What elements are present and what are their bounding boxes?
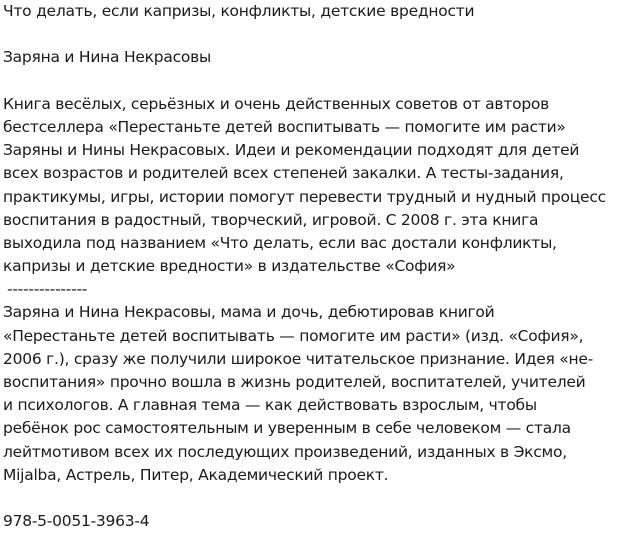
about-authors-line: Заряна и Нина Некрасовы, мама и дочь, дебютировав книгой: [3, 303, 495, 322]
book-description-document: [3, 0, 628, 533]
description-line: Заряны и Нины Некрасовых. Идеи и рекомендации подходят для детей: [3, 141, 580, 160]
spacer: [3, 23, 628, 46]
description-line: всех возрастов и родителей всех степеней закалки. А тесты-задания,: [3, 164, 564, 183]
description-line: воспитания в радостный, творческий, игровой. С 2008 г. эта книга: [3, 210, 539, 229]
about-authors-line: Mijalba, Астрель, Питер, Академический проект.: [3, 465, 389, 484]
about-authors-line: и психологов. А главная тема — как действовать взрослым, чтобы: [3, 396, 537, 415]
spacer: [3, 487, 628, 510]
spacer: [3, 70, 628, 93]
about-authors-line: лейтмотивом всех их последующих произведений, изданных в Эксмо,: [3, 442, 567, 461]
about-authors-line: воспитания» прочно вошла в жизнь родителей, воспитателей, учителей: [3, 373, 586, 391]
about-authors-line: «Перестаньте детей воспитывать — помогите им расти» (изд. «София»,: [3, 326, 584, 345]
description-line: Книга весёлых, серьёзных и очень действенных советов от авторов: [3, 94, 550, 113]
description-block: [3, 93, 628, 279]
about-authors-line: ребёнок рос самостоятельным и уверенным в себе человеком — стала: [3, 419, 571, 438]
book-title: Что делать, если капризы, конфликты, детские вредности: [3, 2, 475, 20]
about-authors-line: 2006 г.), сразу же получили широкое читательское признание. Идея «не-: [3, 349, 594, 368]
description-line: выходила под названием «Что делать, если вас достали конфликты,: [3, 233, 557, 252]
description-line: практикумы, игры, истории помогут перевести трудный и нудный процесс: [3, 187, 606, 206]
description-line: бестселлера «Перестаньте детей воспитывать — помогите им расти»: [3, 117, 566, 136]
about-authors-block: [3, 301, 628, 487]
isbn: 978-5-0051-3963-4: [3, 512, 150, 531]
separator-line: ---------------: [7, 280, 88, 299]
book-authors: Заряна и Нина Некрасовы: [3, 48, 211, 67]
description-line: капризы и детские вредности» в издательстве «София»: [3, 257, 456, 276]
